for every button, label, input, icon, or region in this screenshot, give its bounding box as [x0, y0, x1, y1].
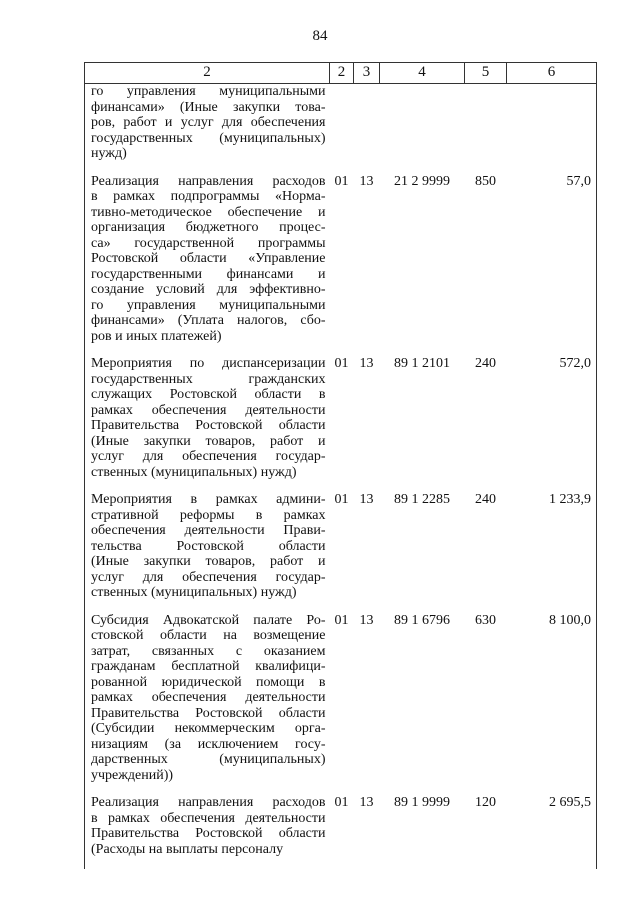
description-line: рамках обеспечения деятельности	[91, 690, 326, 705]
description-line: ственных (муниципальных) нужд)	[91, 464, 297, 480]
table-header-row	[85, 63, 597, 84]
description-line: го управления муниципальными	[91, 84, 326, 99]
row-description	[85, 356, 330, 492]
table-body	[85, 84, 597, 870]
description-line: рованной юридической помощи в	[91, 674, 326, 690]
row-target-item-code: 89 1 2101	[394, 356, 450, 371]
header-col-section: 2	[330, 63, 354, 84]
row-target-item-code	[380, 84, 465, 174]
row-target-item-code: 21 2 9999	[394, 173, 450, 189]
row-expense-type-code: 120	[475, 795, 496, 810]
row-amount: 8 100,0	[507, 613, 597, 796]
description-line: затрат, связанных с оказанием	[91, 643, 326, 659]
description-line: (Иные закупки товаров, работ и	[91, 433, 326, 449]
description-line: обеспечения деятельности Прави-	[91, 523, 326, 538]
description-line: ственных (муниципальных) нужд)	[91, 585, 297, 600]
description-line: (Расходы на выплаты персоналу	[91, 841, 284, 857]
description-line: нужд)	[91, 146, 127, 161]
row-amount	[507, 84, 597, 174]
description-line: Правительства Ростовской области	[91, 826, 326, 841]
row-target-item-code: 89 1 9999	[394, 795, 450, 810]
row-expense-type-code: 240	[475, 492, 496, 507]
budget-table	[84, 62, 597, 869]
table-row	[85, 492, 597, 613]
description-line: дарственных (муниципальных)	[91, 752, 326, 767]
row-subsection-code: 13	[359, 356, 374, 371]
row-target-item-code: 89 1 2285	[394, 492, 450, 507]
row-expense-type-code: 630	[475, 612, 496, 628]
row-expense-type-code: 240	[475, 356, 496, 371]
description-line: гражданам бесплатной квалифици-	[91, 659, 326, 674]
description-line: служащих Ростовской области в	[91, 387, 326, 402]
description-line: низациям (за исключением госу-	[91, 736, 326, 752]
row-description	[85, 613, 330, 796]
description-line: (Субсидии некоммерческим орга-	[91, 721, 326, 736]
row-section-code: 01	[334, 173, 349, 189]
description-line: услуг для обеспечения государ-	[91, 449, 326, 464]
row-subsection-code	[354, 84, 380, 174]
page-number: 84	[312, 28, 328, 44]
description-line: (Иные закупки товаров, работ и	[91, 554, 326, 569]
description-line: государственных (муниципальных)	[91, 130, 326, 146]
row-expense-type-code	[465, 84, 507, 174]
row-amount: 1 233,9	[507, 492, 597, 613]
row-section-code	[330, 84, 354, 174]
description-line: рамках обеспечения деятельности	[91, 402, 326, 418]
description-line: Реализация направления расходов	[91, 173, 326, 189]
description-line: стративной реформы в рамках	[91, 507, 326, 523]
row-subsection-code: 13	[359, 795, 374, 810]
table-row	[85, 795, 597, 869]
description-line: государственных гражданских	[91, 371, 326, 387]
table-row	[85, 84, 597, 174]
description-line: государственными финансами и	[91, 266, 326, 282]
description-line: стовской области на возмещение	[91, 628, 326, 643]
row-amount: 57,0	[507, 174, 597, 357]
description-line: ров, работ и услуг для обеспечения	[91, 115, 326, 130]
row-subsection-code: 13	[359, 173, 374, 189]
row-section-code: 01	[334, 356, 349, 371]
description-line: учреждений))	[91, 767, 174, 783]
header-col-target-item: 4	[380, 63, 465, 84]
row-description	[85, 492, 330, 613]
row-target-item-code: 89 1 6796	[394, 612, 450, 628]
description-line: са» государственной программы	[91, 235, 326, 251]
description-line: в рамках обеспечения деятельности	[91, 810, 326, 826]
header-col-expense-type: 5	[465, 63, 507, 84]
row-subsection-code: 13	[359, 612, 374, 628]
header-col-name: 2	[85, 63, 330, 84]
row-subsection-code: 13	[359, 492, 374, 507]
row-expense-type-code: 850	[475, 173, 496, 189]
description-line: го управления муниципальными	[91, 297, 326, 313]
description-line: Мероприятия в рамках админи-	[91, 492, 326, 507]
table-row	[85, 356, 597, 492]
description-line: в рамках подпрограммы «Норма-	[91, 189, 326, 204]
description-line: создание условий для эффективно-	[91, 282, 326, 297]
description-line: организация бюджетного процес-	[91, 220, 326, 235]
row-section-code: 01	[334, 795, 349, 810]
table-row	[85, 613, 597, 796]
description-line: Правительства Ростовской области	[91, 705, 326, 721]
description-line: ров и иных платежей)	[91, 328, 222, 344]
description-line: тивно-методическое обеспечение и	[91, 204, 326, 220]
header-col-amount: 6	[507, 63, 597, 84]
description-line: финансами» (Иные закупки това-	[91, 99, 326, 115]
description-line: Мероприятия по диспансеризации	[91, 356, 326, 371]
row-description	[85, 84, 330, 174]
description-line: Реализация направления расходов	[91, 795, 326, 810]
description-line: услуг для обеспечения государ-	[91, 569, 326, 585]
row-description	[85, 174, 330, 357]
row-amount: 572,0	[507, 356, 597, 492]
table-row	[85, 174, 597, 357]
description-line: финансами» (Уплата налогов, сбо-	[91, 313, 326, 328]
row-section-code: 01	[334, 492, 349, 507]
description-line: Правительства Ростовской области	[91, 418, 326, 433]
row-amount: 2 695,5	[507, 795, 597, 869]
description-line: Субсидия Адвокатской палате Ро-	[91, 612, 326, 628]
description-line: Ростовской области «Управление	[91, 251, 326, 266]
row-section-code: 01	[334, 612, 349, 628]
description-line: тельства Ростовской области	[91, 538, 326, 554]
row-description	[85, 795, 330, 869]
header-col-subsection: 3	[354, 63, 380, 84]
